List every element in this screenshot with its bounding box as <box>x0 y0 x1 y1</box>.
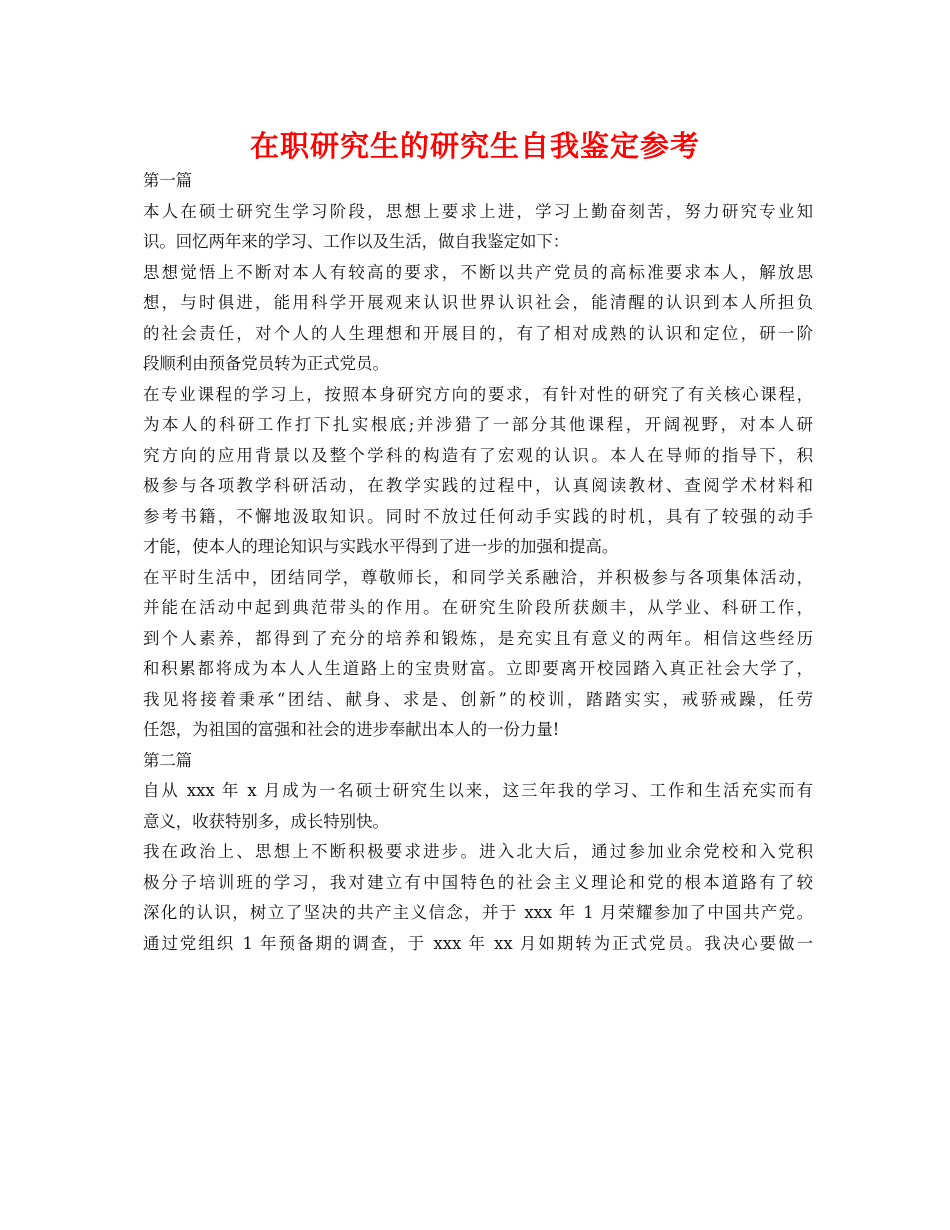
text-line: 我见将接着秉承“团结、献身、求是、创新”的校训，踏踏实实，戒骄戒躁，任劳 <box>143 689 813 709</box>
text-line: 通过党组织 1 年预备期的调查，于 xxx 年 xx 月如期转为正式党员。我决心要做一 <box>143 933 813 953</box>
text-line: 极分子培训班的学习，我对建立有中国特色的社会主义理论和党的根本道路有了较 <box>143 872 813 892</box>
document-body <box>143 166 813 959</box>
text-line: 在平时生活中，团结同学，尊敬师长，和同学关系融洽，并积极参与各项集体活动， <box>143 567 813 587</box>
document-title: 在职研究生的研究生自我鉴定参考 <box>249 129 700 163</box>
text-line: 想，与时俱进，能用科学开展观来认识世界认识社会，能清醒的认识到本人所担负 <box>143 293 813 312</box>
text-line: 自从 xxx 年 x 月成为一名硕士研究生以来，这三年我的学习、工作和生活充实而有 <box>143 781 813 800</box>
text-line: 任怨，为祖国的富强和社会的进步奉献出本人的一份力量! <box>143 720 560 739</box>
text-line: 究方向的应用背景以及整个学科的构造有了宏观的认识。本人在导师的指导下，积 <box>143 445 813 465</box>
text-line: 极参与各项教学科研活动，在教学实践的过程中，认真阅读教材、查阅学术材料和 <box>143 476 813 495</box>
text-line: 识。回忆两年来的学习、工作以及生活，做自我鉴定如下： <box>143 232 570 251</box>
text-line: 段顺利由预备党员转为正式党员。 <box>143 354 389 373</box>
text-line: 我在政治上、思想上不断积极要求进步。进入北大后，通过参加业余党校和入党积 <box>143 842 813 861</box>
text-line: 才能，使本人的理论知识与实践水平得到了进一步的加强和提高。 <box>143 537 619 556</box>
text-line: 参考书籍，不懈地汲取知识。同时不放过任何动手实践的时机，具有了较强的动手 <box>143 506 813 526</box>
text-line: 和积累都将成为本人人生道路上的宝贵财富。立即要离开校园踏入真正社会大学了， <box>143 659 813 678</box>
text-line: 第二篇 <box>143 750 193 770</box>
text-line: 到个人素养，都得到了充分的培养和锻炼，是充实且有意义的两年。相信这些经历 <box>143 628 813 648</box>
text-line: 本人在硕士研究生学习阶段，思想上要求上进，学习上勤奋刻苦，努力研究专业知 <box>143 201 813 221</box>
text-line: 为本人的科研工作打下扎实根底;并涉猎了一部分其他课程，开阔视野，对本人研 <box>143 415 813 434</box>
text-line: 思想觉悟上不断对本人有较高的要求，不断以共产党员的高标准要求本人，解放思 <box>143 262 813 282</box>
text-line: 并能在活动中起到典范带头的作用。在研究生阶段所获颇丰，从学业、科研工作， <box>143 598 813 617</box>
text-line: 意义，收获特别多，成长特别快。 <box>143 811 389 831</box>
text-line: 的社会责任，对个人的人生理想和开展目的，有了相对成熟的认识和定位，研一阶 <box>143 323 813 343</box>
text-line: 在专业课程的学习上，按照本身研究方向的要求，有针对性的研究了有关核心课程， <box>143 384 813 404</box>
text-line: 深化的认识，树立了坚决的共产主义信念，并于 xxx 年 1 月荣耀参加了中国共产党。 <box>143 903 813 922</box>
text-line: 第一篇 <box>143 171 193 190</box>
